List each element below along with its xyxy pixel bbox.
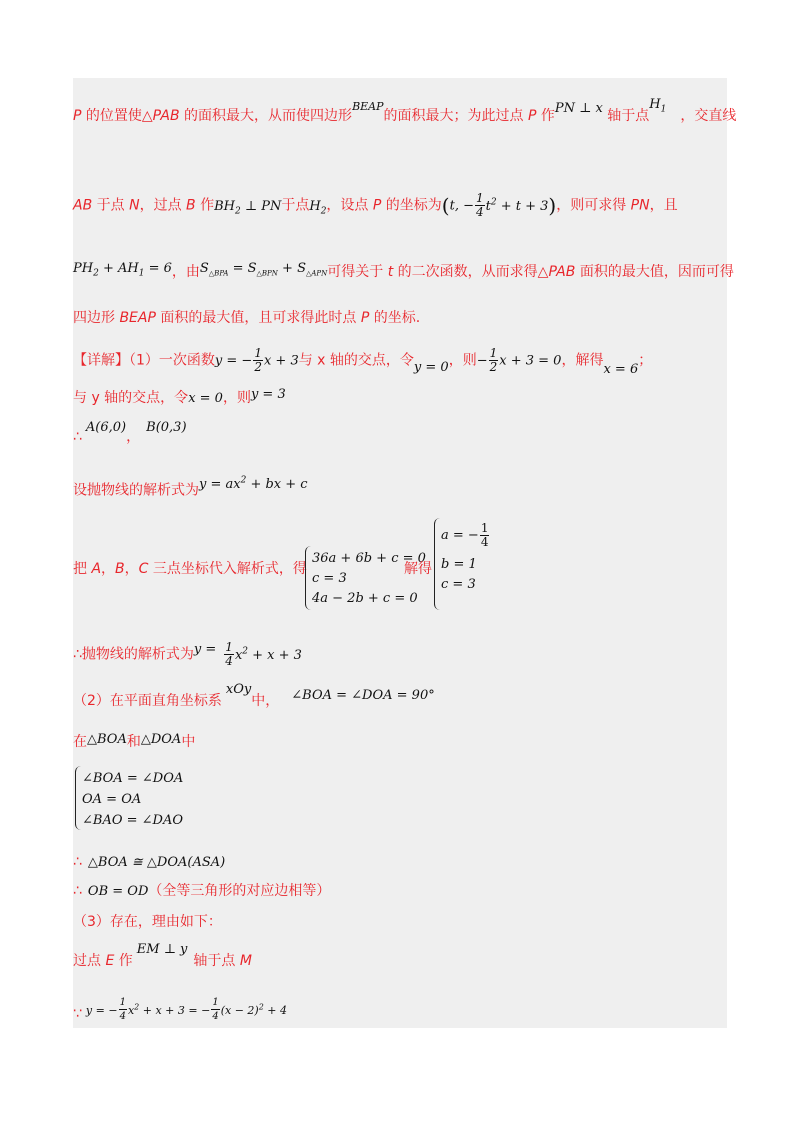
math: xOy <box>225 682 252 697</box>
fraction-half <box>489 347 499 374</box>
denominator: 4 <box>480 535 489 549</box>
math: △BOA ≅ △DOA(ASA) <box>87 855 226 870</box>
text: ， <box>126 429 141 445</box>
numerator: 1 <box>119 997 126 1008</box>
text: （2）在平面直角坐标系 <box>73 693 222 709</box>
text: ，则 <box>222 390 251 406</box>
math: A(6,0) <box>85 420 127 435</box>
text: PAB <box>152 108 180 124</box>
numerator: 1 <box>480 521 489 535</box>
text: ，过点 <box>139 197 187 214</box>
equation: ∠BAO = ∠DAO <box>82 813 184 828</box>
text: M <box>239 953 252 969</box>
math: − <box>476 353 488 369</box>
text: PAB <box>548 264 576 280</box>
text: P <box>360 310 370 326</box>
text: ∴抛物线的解析式为 <box>73 646 194 663</box>
math-pn-perp: PN ⊥ x <box>554 101 603 116</box>
text: 与 y 轴的交点，令 <box>73 390 189 406</box>
text: 可得关于 <box>327 264 388 280</box>
text: 的面积最大；为此过点 <box>383 108 528 124</box>
text: 作 <box>536 108 555 124</box>
text: ，由 <box>171 264 200 280</box>
equation: 36a + 6b + c = 0 <box>312 551 426 566</box>
sub: △BPN <box>256 269 278 278</box>
text: ，设点 <box>326 197 373 214</box>
math: ∠BOA = ∠DOA = 90° <box>291 688 435 703</box>
text: ，解得 <box>561 352 604 369</box>
text: 面积的最大值，因而可得 <box>575 264 734 280</box>
math: y = ax <box>199 477 241 493</box>
text: 设抛物线的解析式为 <box>73 482 199 499</box>
text: B <box>115 561 125 577</box>
equation-system-3 <box>82 768 183 831</box>
math: + bx + c <box>246 477 308 493</box>
sub: 2 <box>234 206 241 217</box>
text: 的坐标. <box>369 310 421 326</box>
text: 的位置使△ <box>81 108 153 124</box>
text: 和 <box>126 734 141 750</box>
numerator: 1 <box>254 346 262 360</box>
text: BEAP <box>119 310 156 326</box>
equation: a = − <box>441 528 479 543</box>
denominator: 4 <box>119 1011 126 1022</box>
paren-close: ) <box>548 193 557 218</box>
line-12 <box>73 733 195 752</box>
math: H <box>309 198 321 214</box>
math: + 4 <box>263 1003 288 1017</box>
text: E <box>105 953 115 969</box>
denominator: 4 <box>212 1011 219 1022</box>
text: ，交直线 <box>680 108 737 124</box>
sup: 2 <box>242 646 249 657</box>
math: t, − <box>449 198 474 214</box>
text: 于点 <box>281 197 310 214</box>
text: AB <box>73 197 93 214</box>
math: y = <box>193 641 217 657</box>
math: + S <box>277 261 306 276</box>
math: = S <box>228 261 257 276</box>
math: t <box>485 198 491 214</box>
fraction-quarter <box>211 996 219 1023</box>
math: B(0,3) <box>146 420 187 435</box>
text: 在 <box>73 734 87 750</box>
text: P <box>527 108 537 124</box>
fraction-half <box>253 347 263 374</box>
text: （3）存在，理由如下： <box>73 914 222 930</box>
therefore-symbol: ∴ <box>73 883 82 899</box>
text: 轴于点 <box>607 108 650 124</box>
fraction-quarter <box>475 192 485 219</box>
denominator: 4 <box>475 205 484 219</box>
paren-open: ( <box>441 193 450 218</box>
line-9 <box>73 560 307 578</box>
line-15 <box>73 882 330 901</box>
text: N <box>129 197 140 214</box>
math: OB = OD <box>87 884 149 899</box>
sub: △APN <box>305 269 328 278</box>
text: ， <box>101 561 116 577</box>
text: 四边形 <box>73 310 120 326</box>
math: y = − <box>85 1003 118 1017</box>
math-beap: BEAP <box>352 100 384 113</box>
math: △BOA <box>87 732 127 747</box>
text: ， <box>124 561 139 577</box>
text: 面积的最大值，且可求得此时点 <box>155 310 361 326</box>
text: 作 <box>114 953 133 969</box>
text: 的坐标为 <box>381 197 442 214</box>
text: 【详解】（1）一次函数 <box>73 352 215 369</box>
line-5 <box>73 346 653 377</box>
text: 过点 <box>73 953 106 969</box>
math: ⊥ PN <box>240 198 282 214</box>
sub: 2 <box>320 206 327 217</box>
line-4 <box>73 309 420 327</box>
brace-system-2 <box>434 518 441 610</box>
text: （全等三角形的对应边相等） <box>148 883 331 899</box>
text: ； <box>638 352 653 369</box>
sup: 2 <box>490 197 497 208</box>
sub: 1 <box>138 268 145 279</box>
line-10 <box>73 641 302 668</box>
sub: 1 <box>660 104 667 115</box>
numerator: 1 <box>225 640 233 654</box>
text: 把 <box>73 561 92 577</box>
text: t <box>387 264 394 280</box>
math: + t + 3 <box>496 198 549 214</box>
denominator: 2 <box>489 360 498 374</box>
text: 解得 <box>404 561 432 577</box>
sub: 2 <box>93 268 99 279</box>
math: S <box>199 261 209 276</box>
math: y = 3 <box>250 387 286 402</box>
equation: ∠BOA = ∠DOA <box>82 771 184 786</box>
text: 的面积最大，从而使四边形 <box>179 108 353 124</box>
text: P <box>372 197 382 214</box>
text: ，则 <box>448 352 477 369</box>
line-17 <box>73 942 252 971</box>
text: PN <box>630 197 650 214</box>
sub: △BPA <box>208 269 229 278</box>
math-h: H <box>649 97 661 112</box>
fraction-quarter <box>480 522 490 549</box>
text: B <box>186 197 196 214</box>
math: + x + 3 <box>248 647 302 663</box>
math: BH <box>214 198 235 214</box>
line-16 <box>73 913 222 931</box>
brace-system-3 <box>75 766 82 830</box>
text: A <box>91 561 102 577</box>
math: EM ⊥ y <box>136 942 188 957</box>
therefore-symbol: ∴ <box>73 854 82 870</box>
math: y = 0 <box>413 359 449 375</box>
line-11 <box>73 682 435 711</box>
math: + AH <box>98 261 139 276</box>
equation: OA = OA <box>82 792 142 807</box>
line-2 <box>73 192 678 220</box>
text: ，则可求得 <box>556 197 631 214</box>
numerator: 1 <box>212 997 219 1008</box>
text: 中 <box>181 734 196 750</box>
line-14 <box>73 853 225 872</box>
math: x + 3 = 0 <box>499 353 562 369</box>
math: PH <box>73 261 94 276</box>
numerator: 1 <box>489 346 498 360</box>
brace-system-1 <box>305 546 312 610</box>
equation: c = 3 <box>441 577 476 592</box>
line-6 <box>73 389 286 408</box>
sup: 2 <box>134 1001 140 1011</box>
sup: 2 <box>258 1001 264 1011</box>
text: 作 <box>195 197 215 214</box>
math: y = − <box>214 353 253 369</box>
fraction-quarter <box>224 641 234 668</box>
text: 于点 <box>92 197 130 214</box>
math: x <box>234 647 243 663</box>
equation: b = 1 <box>441 557 477 572</box>
numerator: 1 <box>475 191 484 205</box>
therefore-symbol: ∴ <box>73 429 82 445</box>
text: 的二次函数，从而求得△ <box>393 264 549 280</box>
math: x = 0 <box>188 391 223 406</box>
math: x <box>127 1003 135 1017</box>
text: 轴于点 <box>193 953 240 969</box>
math: x = 6 <box>603 361 639 377</box>
equation: 4a − 2b + c = 0 <box>312 591 418 606</box>
line-1 <box>73 97 737 131</box>
text: 中， <box>251 693 280 709</box>
denominator: 2 <box>254 360 262 374</box>
equation-system-1 <box>312 549 426 609</box>
fraction-quarter <box>119 996 127 1023</box>
because-symbol: ∵ <box>73 1005 82 1022</box>
equation: c = 3 <box>312 571 347 586</box>
text: C <box>138 561 149 577</box>
sup: 2 <box>240 476 247 486</box>
text: 与 x 轴的交点，令 <box>298 352 414 369</box>
line-7 <box>73 418 187 445</box>
math: (x − 2) <box>220 1003 259 1017</box>
math: x + 3 <box>263 353 299 369</box>
text: 三点坐标代入解析式，得 <box>148 561 307 577</box>
line-8 <box>73 478 308 500</box>
math: = 6 <box>144 261 172 276</box>
solve-label <box>404 560 432 578</box>
line-3 <box>73 263 734 287</box>
text: ，且 <box>649 197 678 214</box>
equation-system-2 <box>441 519 490 595</box>
math: + x + 3 = − <box>139 1003 211 1017</box>
denominator: 4 <box>225 654 233 668</box>
math: △DOA <box>140 732 182 747</box>
text: P <box>73 108 82 124</box>
line-18 <box>73 996 287 1023</box>
